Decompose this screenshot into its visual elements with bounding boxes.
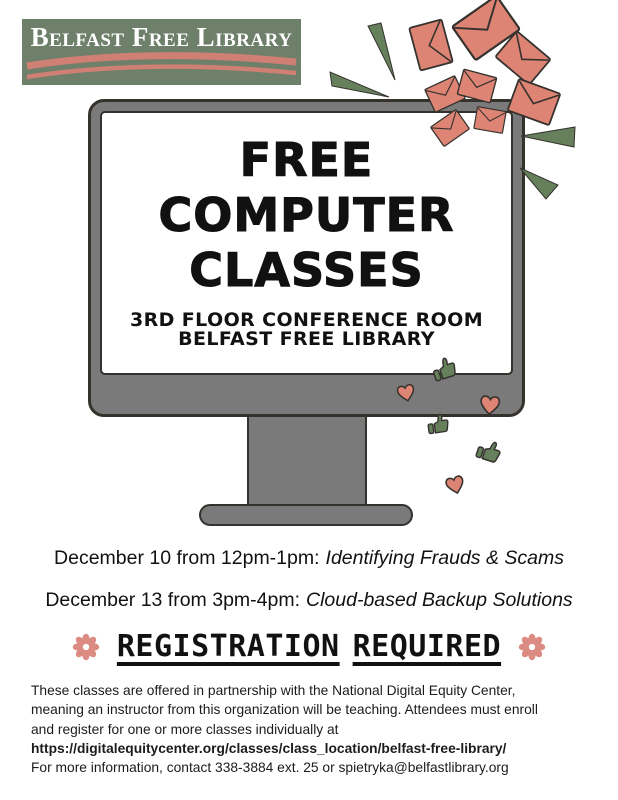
flower-icon — [72, 633, 100, 661]
session-course: Identifying Frauds & Scams — [325, 547, 564, 569]
session-item — [0, 546, 618, 570]
spark-icon — [521, 127, 575, 147]
monitor-screen — [100, 111, 513, 375]
logo-swoosh-decoration — [22, 52, 301, 84]
heart-icon — [445, 475, 465, 495]
session-list — [0, 546, 618, 630]
spark-icon — [520, 168, 558, 199]
footer-info — [31, 681, 606, 777]
footer-text-line: meaning an instructor from this organization will be teaching. Attendees must enroll — [31, 702, 538, 718]
session-datetime: December 10 from 12pm-1pm: — [54, 547, 320, 569]
headline-line: COMPUTER — [158, 188, 455, 242]
headline-title — [159, 133, 455, 298]
monitor-stand-base — [199, 504, 413, 526]
session-item — [0, 588, 618, 612]
footer-text-line: These classes are offered in partnership with the National Digital Equity Center, — [31, 683, 516, 698]
envelope-icon — [457, 69, 497, 103]
session-course: Cloud-based Backup Solutions — [306, 589, 573, 611]
location-line: BELFAST FREE LIBRARY — [178, 327, 435, 350]
computer-monitor-illustration — [88, 99, 525, 417]
library-logo-title: Belfast Free Library — [30, 22, 293, 52]
headline-line: FREE — [239, 133, 374, 187]
flower-icon — [518, 633, 546, 661]
envelope-icon — [495, 31, 550, 85]
library-logo — [22, 19, 301, 85]
spark-icon — [368, 23, 395, 80]
registration-required-banner — [0, 629, 618, 664]
location-text — [130, 311, 483, 348]
spark-icon — [330, 72, 389, 97]
envelope-icon — [409, 19, 453, 70]
thumbs-up-icon — [476, 438, 503, 463]
footer-contact-line: For more information, contact 338-3884 ext. 25 or spietryka@belfastlibrary.org — [31, 760, 509, 776]
registration-required-label: REGISTRATION REQUIRED — [116, 629, 502, 664]
registration-url: https://digitalequitycenter.org/classes/class_location/belfast-free-library/ — [31, 740, 507, 756]
session-datetime: December 13 from 3pm-4pm: — [45, 589, 300, 611]
envelope-icon — [452, 0, 520, 60]
headline-line: CLASSES — [189, 243, 424, 297]
monitor-stand-neck — [247, 415, 367, 509]
footer-text-line: and register for one or more classes individually at — [31, 721, 339, 737]
location-line: 3RD FLOOR CONFERENCE ROOM — [129, 309, 484, 331]
